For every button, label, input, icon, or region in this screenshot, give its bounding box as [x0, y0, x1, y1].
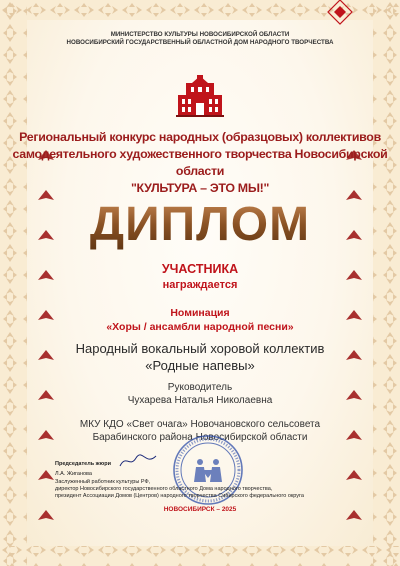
contest-title	[0, 129, 400, 197]
contest-line-3: "КУЛЬТУРА – ЭТО МЫ!"	[130, 181, 270, 195]
building-logo-icon	[176, 75, 224, 117]
ministry-header	[0, 31, 400, 47]
org-line-1: МКУ КДО «Свет очага» Новочановского сельсовета	[79, 419, 321, 430]
jury-block	[55, 461, 304, 500]
jury-line-2: директор Новосибирского государственного областного Дома народного творчества,	[55, 485, 273, 492]
leader-label: Руководитель	[167, 382, 233, 393]
jury-chair-name: Л.А. Жиганова	[55, 471, 92, 478]
city-year: НОВОСИБИРСК – 2025	[163, 506, 237, 513]
awarded-label: награждается	[162, 279, 238, 291]
nomination-heading: Номинация	[170, 307, 230, 319]
collective-line-2: «Родные напевы»	[145, 358, 255, 373]
participant-label: УЧАСТНИКА	[161, 262, 239, 276]
contest-line-2: самодеятельного художественного творчества Новосибирской области	[12, 147, 388, 178]
jury-line-1: Заслуженный работник культуры РФ,	[55, 478, 151, 485]
leader-block	[0, 381, 400, 407]
jury-chair-label: Председатель жюри	[55, 461, 111, 467]
diploma-title: ДИПЛОМ	[0, 197, 400, 252]
org-line-2: Барабинского района Новосибирской области	[92, 432, 308, 443]
ministry-line-1: МИНИСТЕРСТВО КУЛЬТУРЫ НОВОСИБИРСКОЙ ОБЛАСТИ	[110, 31, 290, 38]
nomination-name: «Хоры / ансамбли народной песни»	[106, 321, 294, 333]
signature-icon	[118, 452, 158, 470]
leader-name: Чухарева Наталья Николаевна	[127, 395, 273, 406]
collective-line-1: Народный вокальный хоровой коллектив	[75, 341, 325, 356]
contest-line-1: Региональный конкурс народных (образцовых) коллективов	[19, 130, 381, 144]
ministry-line-2: НОВОСИБИРСКИЙ ГОСУДАРСТВЕННЫЙ ОБЛАСТНОЙ ДОМ НАРОДНОГО ТВОРЧЕСТВА	[66, 39, 334, 46]
collective-name	[0, 340, 400, 374]
jury-line-3: президент Ассоциации Домов (Центров) народного творчества Сибирского федерального округа	[55, 493, 304, 500]
